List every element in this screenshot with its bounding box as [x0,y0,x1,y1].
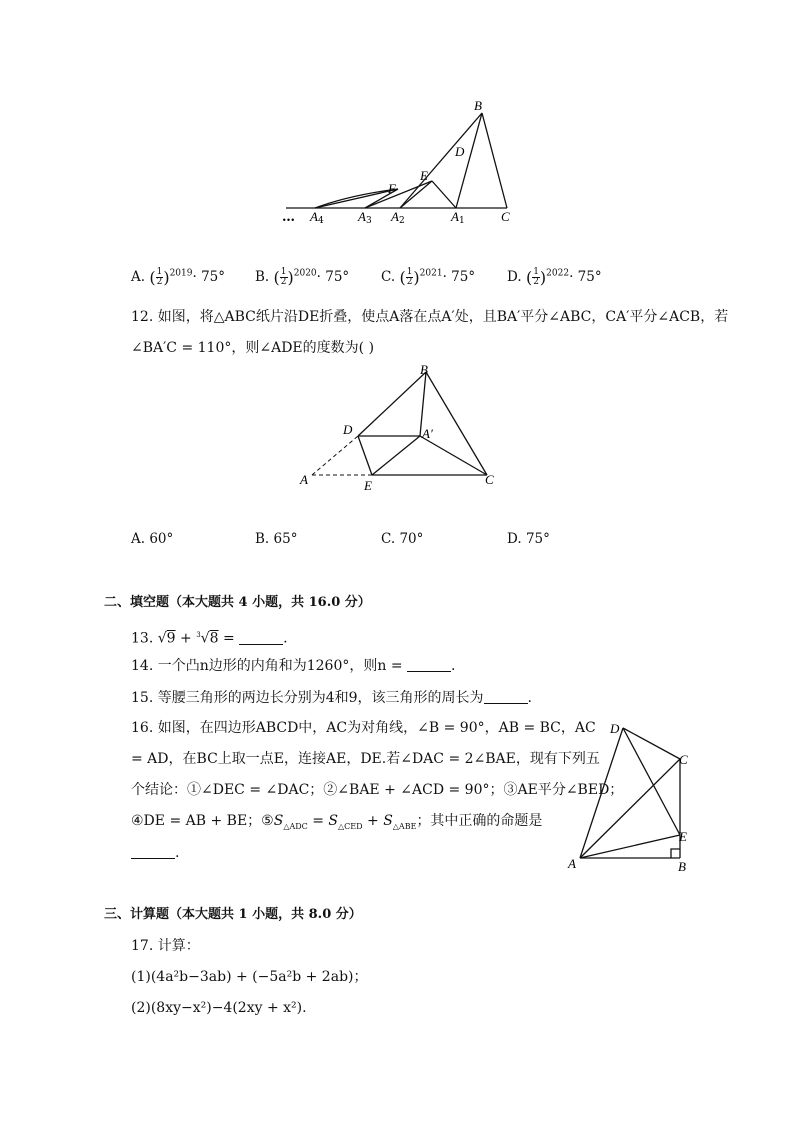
option-tail: · 75° [569,269,602,285]
label-E: E [364,478,372,493]
label-B: B [420,362,428,377]
period: . [175,845,180,861]
option-letter: A. [131,269,146,285]
label-F: F [388,181,396,196]
label-E: E [679,829,687,844]
option-tail: · 75° [192,269,225,285]
label-A: A [568,856,576,871]
label-C: C [679,752,688,767]
label-A4-sub: 4 [318,216,324,226]
option-letter: C. [381,269,396,285]
area-subscript: △CED [338,821,363,831]
plus-sign: + [175,630,197,647]
q11-option-b[interactable]: B. ( $\frac{1}{2}$ )$^{2020}$· 75° [255,267,350,287]
q12-option-a[interactable] [131,531,173,547]
q16-line4 [131,811,542,837]
q14 [131,656,455,676]
q16-line2: = AD，在BC上取一点E，连接AE，DE.若∠DAC = 2∠BAE，现有下列五 [131,751,600,767]
label-A: A [300,472,308,487]
sqrt-icon: √ [157,630,167,647]
label-A3: A [358,209,366,224]
radicand-2: 8 [209,630,219,647]
label-B: B [678,859,686,874]
label-C: C [485,472,494,487]
frac-den: 2 [406,277,413,287]
frac-den: 2 [280,277,287,287]
label-A1: A [451,209,459,224]
area-subscript: △ADC [283,821,308,831]
option-letter: D. [507,531,522,547]
label-D: D [610,721,620,736]
exponent: 2019 [169,268,193,279]
equals-sign: = [307,813,329,829]
q12-option-d[interactable] [507,531,550,547]
option-tail: · 75° [316,269,350,285]
q12-stem-line1: 12. 如图，将△ABC纸片沿DE折叠，使点A落在点A′处，且BA′平分∠ABC，CA′平分∠ACB，若 [131,309,729,325]
answer-blank[interactable] [407,657,451,672]
frac-num: 1 [280,267,287,277]
q16-line4a: ④DE = AB + BE；⑤ [131,813,274,829]
area-symbol: S [273,813,284,829]
answer-blank[interactable] [484,689,528,704]
figure-q12-fold [290,360,510,495]
option-letter: C. [381,531,396,547]
q16-line4b: ；其中正确的命题是 [416,813,543,829]
frac-num: 1 [533,267,539,277]
option-letter: D. [507,269,522,285]
label-dots: … [282,210,295,225]
answer-blank[interactable] [239,630,283,645]
figure-q16-quadrilateral [562,715,702,880]
q11-option-d[interactable]: D. ( $\frac{1}{2}$ )$^{2022}$· 75° [507,267,602,287]
q15-text: 15. 等腰三角形的两边长分别为4和9，该三角形的周长为 [131,690,484,706]
period: . [283,630,288,647]
period: . [527,690,532,706]
exponent: 2022 [546,268,570,279]
q14-text: 14. 一个凸n边形的内角和为1260°，则n = [131,658,408,674]
q17-part1: (1)(4a²b−3ab) + (−5a²b + 2ab)； [131,969,368,985]
frac-den: 2 [533,277,539,287]
figure-q11-triangle-chain [270,95,530,235]
option-letter: A. [131,531,146,547]
label-A2: A [391,209,399,224]
label-A-prime: A′ [422,426,433,441]
frac-den: 2 [156,277,163,287]
option-value: 75° [525,531,550,547]
q11-option-c[interactable]: C. ( $\frac{1}{2}$ )$^{2021}$· 75° [381,267,476,287]
option-letter: B. [255,269,270,285]
label-D: D [455,144,465,159]
exponent: 2021 [419,268,443,279]
label-B: B [474,98,482,113]
option-value: 70° [399,531,424,547]
frac-num: 1 [406,267,413,277]
area-subscript: △ABE [392,821,417,831]
label-E: E [420,168,428,183]
label-A3-sub: 3 [366,216,372,226]
q17-title: 17. 计算： [131,938,200,954]
option-value: 60° [149,531,174,547]
q12-stem-line2: ∠BA′C = 110°，则∠ADE的度数为( ) [131,340,375,356]
exponent: 2020 [293,268,317,279]
section-2-title: 二、填空题（本大题共 4 小题，共 16.0 分） [104,595,371,610]
label-A1-sub: 1 [459,216,465,226]
label-A2-sub: 2 [399,216,405,226]
q11-option-a[interactable]: A. ( $\frac{1}{2}$ )$^{2019}$· 75° [131,267,225,287]
q13-prefix: 13. [131,630,158,647]
answer-blank[interactable] [131,844,175,859]
option-tail: · 75° [442,269,476,285]
q17-part2: (2)(8xy−x²)−4(2xy + x²). [131,1000,307,1016]
cbrt-icon: √ [200,630,210,647]
option-letter: B. [255,531,270,547]
area-symbol: S [383,813,393,829]
area-symbol: S [328,813,339,829]
label-C: C [501,209,510,224]
q16-line3: 个结论：①∠DEC = ∠DAC；②∠BAE + ∠ACD = 90°；③AE平分∠BED； [131,782,624,798]
q12-option-c[interactable] [381,531,423,547]
frac-num: 1 [156,267,163,277]
q12-option-b[interactable] [255,531,297,547]
equals-sign: = [218,630,240,647]
option-value: 65° [273,531,298,547]
root-index: 3 [196,631,201,639]
q16-line5 [131,843,179,863]
section-3-title: 三、计算题（本大题共 1 小题，共 8.0 分） [104,907,362,922]
plus-sign: + [362,813,384,829]
label-A4: A [310,209,318,224]
radicand-1: 9 [166,630,176,647]
label-D: D [343,422,353,437]
q13 [131,625,288,649]
q15 [131,688,532,708]
period: . [451,658,456,674]
q16-line1: 16. 如图，在四边形ABCD中，AC为对角线，∠B = 90°，AB = BC，AC [131,720,596,736]
